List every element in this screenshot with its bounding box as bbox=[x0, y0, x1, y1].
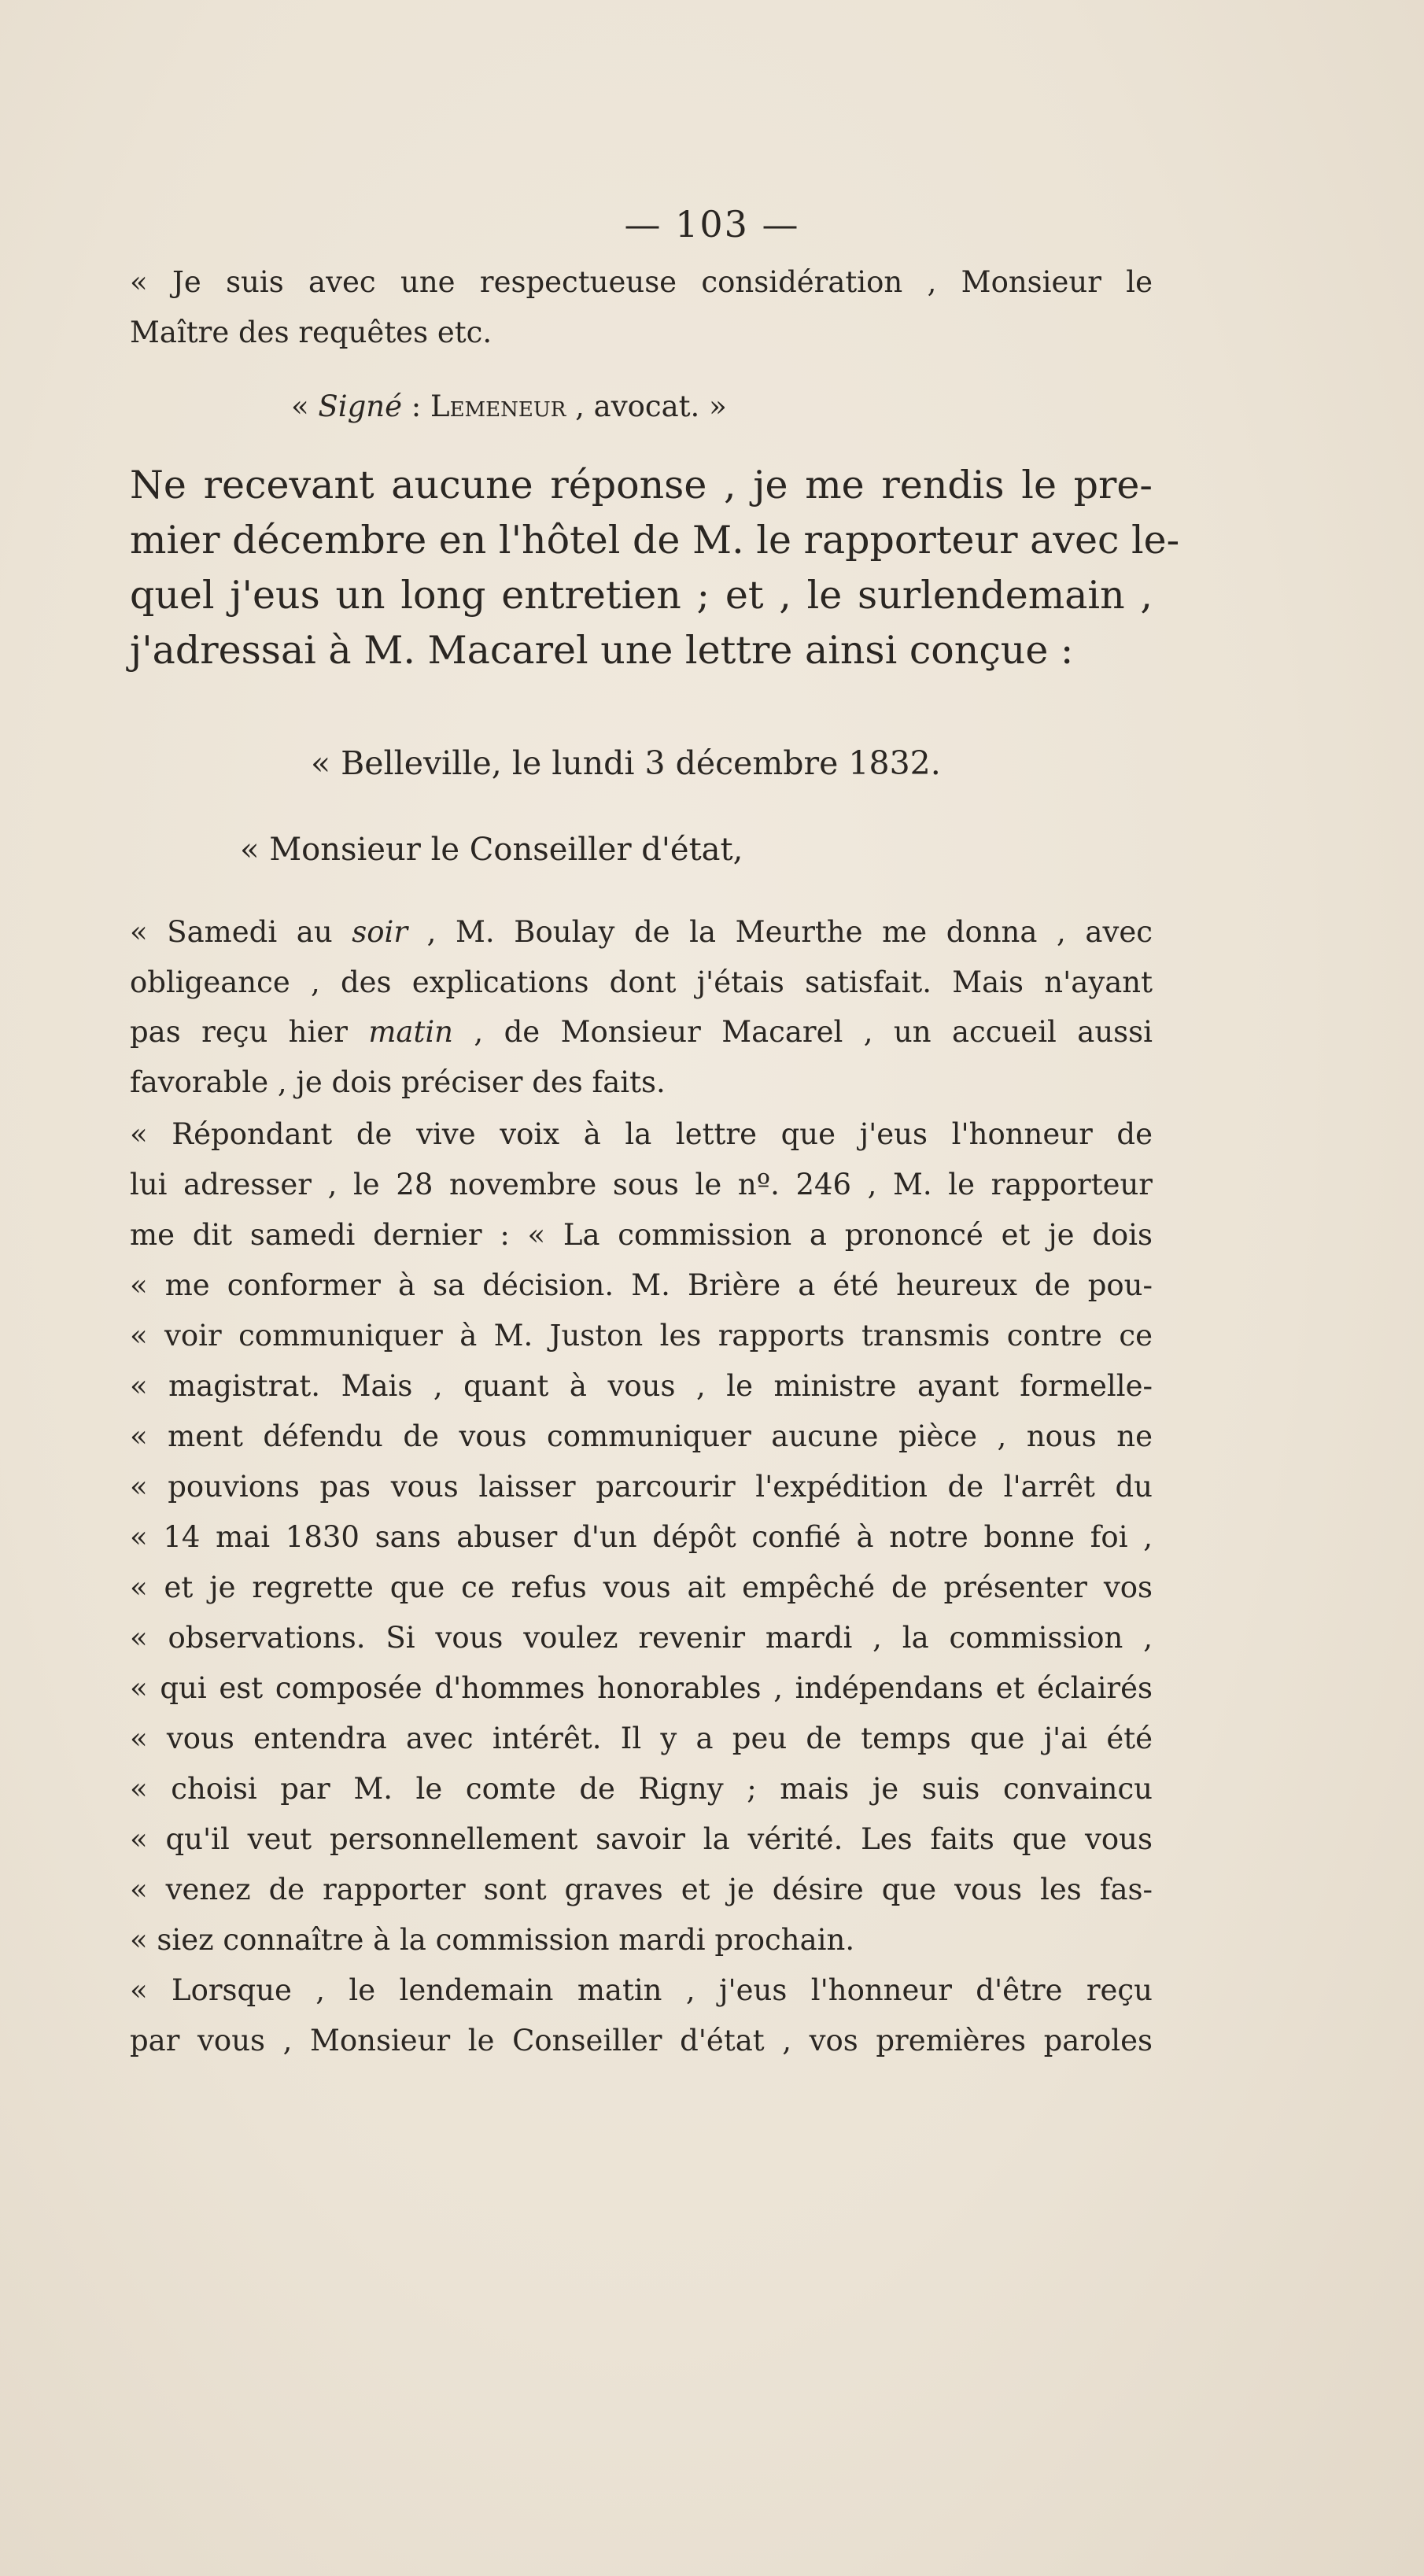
letter-p3-line: par vous , Monsieur le Conseiller d'état , vos premières paroles bbox=[130, 2024, 1153, 2057]
italic-run: matin bbox=[368, 1015, 454, 1049]
signed-label: Signé bbox=[318, 389, 402, 423]
narrative-line: Ne recevant aucune réponse , je me rendis le pre- bbox=[130, 463, 1153, 507]
text-run: , de Monsieur Macarel , un accueil aussi bbox=[453, 1015, 1153, 1049]
closing-line-2: Maître des requêtes etc. bbox=[130, 316, 492, 349]
letter-place-date: « Belleville, le lundi 3 décembre 1832. bbox=[311, 744, 941, 782]
letter-p1-line-2: obligeance , des explications dont j'étais satisfait. Mais n'ayant bbox=[130, 965, 1153, 999]
letter-p2-line: « vous entendra avec intérêt. Il y a peu de temps que j'ai été bbox=[130, 1722, 1153, 1755]
letter-p2-line: « choisi par M. le comte de Rigny ; mais je suis convaincu bbox=[130, 1772, 1153, 1806]
narrative-line: quel j'eus un long entretien ; et , le surlendemain , bbox=[130, 573, 1153, 618]
signature-line bbox=[291, 389, 727, 423]
letter-p2-line: « pouvions pas vous laisser parcourir l'expédition de l'arrêt du bbox=[130, 1470, 1153, 1504]
letter-p2-line: « me conformer à sa décision. M. Brière a été heureux de pou- bbox=[130, 1268, 1153, 1302]
letter-p2-line: « et je regrette que ce refus vous ait empêché de présenter vos bbox=[130, 1570, 1153, 1604]
text-run: pas reçu hier bbox=[130, 1015, 369, 1049]
letter-p2-line: « voir communiquer à M. Juston les rapports transmis contre ce bbox=[130, 1319, 1153, 1353]
signature-prefix: « bbox=[291, 389, 319, 423]
letter-p2-line: « magistrat. Mais , quant à vous , le ministre ayant formelle- bbox=[130, 1369, 1153, 1403]
page-number: — 103 — bbox=[624, 203, 800, 245]
italic-run: soir bbox=[352, 915, 408, 949]
text-run: « Samedi au bbox=[130, 915, 352, 949]
letter-p2-line: « qu'il veut personnellement savoir la vérité. Les faits que vous bbox=[130, 1822, 1153, 1856]
closing-line-1: « Je suis avec une respectueuse considération , Monsieur le bbox=[130, 265, 1153, 299]
letter-p2-line: « venez de rapporter sont graves et je désire que vous les fas- bbox=[130, 1873, 1153, 1906]
signature-suffix: , avocat. » bbox=[566, 389, 727, 423]
letter-p2-line: « 14 mai 1830 sans abuser d'un dépôt confié à notre bonne foi , bbox=[130, 1520, 1153, 1554]
letter-p2-line: « ment défendu de vous communiquer aucune pièce , nous ne bbox=[130, 1419, 1153, 1453]
text-run: , M. Boulay de la Meurthe me donna , avec bbox=[408, 915, 1153, 949]
letter-p2-line: lui adresser , le 28 novembre sous le nº. 246 , M. le rapporteur bbox=[130, 1168, 1153, 1201]
letter-p2-line: « Répondant de vive voix à la lettre que j'eus l'honneur de bbox=[130, 1117, 1153, 1151]
letter-p2-line: « qui est composée d'hommes honorables , indépendans et éclairés bbox=[130, 1671, 1153, 1705]
signature-sep: : bbox=[402, 389, 430, 423]
letter-p2-line: me dit samedi dernier : « La commission a prononcé et je dois bbox=[130, 1218, 1153, 1252]
narrative-line: mier décembre en l'hôtel de M. le rapporteur avec le- bbox=[130, 518, 1180, 563]
letter-p2-line: « siez connaître à la commission mardi prochain. bbox=[130, 1923, 855, 1957]
letter-p2-line: « observations. Si vous voulez revenir mardi , la commission , bbox=[130, 1621, 1153, 1655]
letter-p1-line-4: favorable , je dois préciser des faits. bbox=[130, 1065, 666, 1099]
letter-p1-line-3 bbox=[130, 1015, 1153, 1049]
letter-p1-line-1 bbox=[130, 917, 1153, 947]
narrative-line: j'adressai à M. Macarel une lettre ainsi conçue : bbox=[130, 628, 1074, 673]
letter-p3-line: « Lorsque , le lendemain matin , j'eus l'honneur d'être reçu bbox=[130, 1973, 1153, 2007]
letter-salutation: « Monsieur le Conseiller d'état, bbox=[240, 832, 743, 868]
signature-name: Lemeneur bbox=[430, 389, 566, 423]
